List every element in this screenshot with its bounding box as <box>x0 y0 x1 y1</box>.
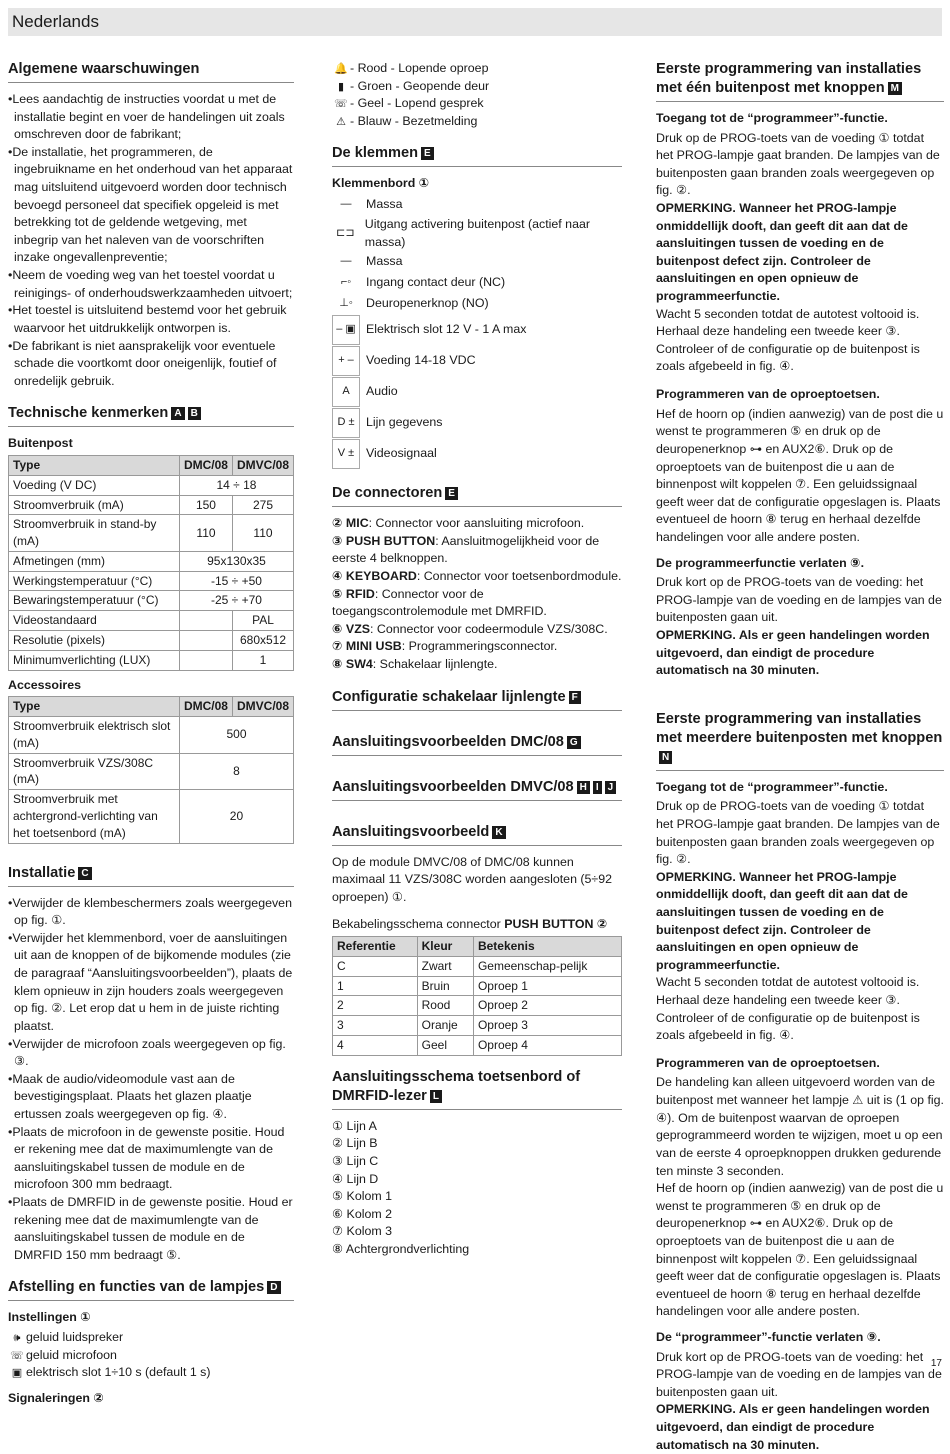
bell-icon: 🔔 <box>334 63 348 75</box>
table-row: Afmetingen (mm) 95x130x35 <box>9 551 294 571</box>
list-item: •Plaats de microfoon in de gewenste positie. Houd er rekening mee dat de maximumlengte van de aansluitingskabel tussen de module en de microfoon 300 mm bedraagt. <box>8 1124 285 1192</box>
header-title: Nederlands <box>12 12 99 31</box>
section-terminals-title: De klemmen E <box>332 144 622 167</box>
connectors-list <box>332 515 622 673</box>
list-item: ▣ elektrisch slot 1÷10 s (default 1 s) <box>8 1364 294 1382</box>
signals-list <box>332 60 622 130</box>
list-item: ⑤ RFID: Connector voor de toegangscontrolemodule met DMRFID. <box>332 586 547 619</box>
tech-table: Type DMC/08 DMVC/08 Voeding (V DC) 14 ÷ 18 Stroomverbruik (mA) 150 275 Stroomverbruik in stand-by (mA) 110 110 Afmetingen (mm) 95x130x35 Werkingstemperatuur (°C) -15 ÷ +50 Bewaringstemperatuur (°C) -25 ÷ +70 Videostandaard PAL Resolutie (pixels) 680x512 Minimumverlichting (LUX) 1 <box>8 455 294 671</box>
power-terminal-icon: + – <box>332 346 360 376</box>
figure-tag: I <box>593 781 602 794</box>
wiring-table: Referentie Kleur Betekenis C Zwart Gemeenschap-pelijk 1 Bruin Oproep 1 2 Rood Oproep 2 3 Oranje Oproep 3 4 Geel Oproep 4 <box>332 936 622 1056</box>
table-row: Resolutie (pixels) 680x512 <box>9 631 294 651</box>
page-header <box>8 8 942 36</box>
table-row: Stroomverbruik elektrisch slot (mA) 500 <box>9 717 294 754</box>
list-item: ③ PUSH BUTTON: Aansluitmogelijkheid voor de eerste 4 belknoppen. <box>332 533 600 566</box>
paragraph: Druk op de PROG-toets van de voeding ① totdat het PROG-lampje gaat branden. De lampjes van de buitenposten gaan branden zoals weergegeven op fig. ②. <box>656 799 940 867</box>
list-item: •Het toestel is uitsluitend bestemd voor het gebruik waarvoor het uitdrukkelijk ontworpen is. <box>8 303 287 335</box>
table-row: Stroomverbruik in stand-by (mA) 110 110 <box>9 515 294 552</box>
table-row: Videostandaard PAL <box>9 611 294 631</box>
list-item: ⑦ Kolom 3 <box>332 1224 393 1239</box>
list-item: ⑧ Achtergrondverlichting <box>332 1241 470 1256</box>
figure-tag: A <box>171 407 184 420</box>
figure-tag: F <box>569 691 581 704</box>
wiring-label: Bekabelingsschema connector PUSH BUTTON ② <box>332 917 608 932</box>
signals-label: Signaleringen ② <box>8 1390 104 1405</box>
table-row: Bewaringstemperatuur (°C) -25 ÷ +70 <box>9 591 294 611</box>
table-row: Stroomverbruik (mA) 150 275 <box>9 495 294 515</box>
table-row: Stroomverbruik VZS/308C (mA) 8 <box>9 753 294 790</box>
note: OPMERKING. Als er geen handelingen worden uitgevoerd, dan eindigt de procedure automatisch na 30 minuten. <box>656 1402 930 1452</box>
list-item: •De fabrikant is niet aansprakelijk voor eventuele schade die voortkomt door oneigenlijk, foutief of onredelijk gebruik. <box>8 338 277 388</box>
video-terminal-icon: V ± <box>332 439 360 469</box>
table-row: C Zwart Gemeenschap-pelijk <box>333 956 622 976</box>
list-item: A Audio <box>332 377 622 407</box>
list-item: ⑧ SW4: Schakelaar lijnlengte. <box>332 657 498 672</box>
ground-icon: — <box>340 198 352 211</box>
list-item: •Verwijder het klemmenbord, voer de aansluitingen uit aan de knoppen of de bijkomende modules (zie de paragraaf “Aansluitingsvoorbeelden”), plaats de klem opnieuw in zijn houders zoals weergegeven op fig. ②. Let erop dat u hem in de juiste richting plaatst. <box>8 930 293 1033</box>
paragraph: Wacht 5 seconden totdat de autotest voltooid is. Herhaal deze handeling een tweede keer ③. Controleer of de configuratie op de buitenpost is zoals afgebeeld in fig. ④. <box>656 975 920 1043</box>
table-row: 1 Bruin Oproep 1 <box>333 976 622 996</box>
list-item: •Plaats de DMRFID in de gewenste positie. Houd er rekening mee dat de maximumlengte van de aansluitingskabel tussen de module en de DMRFID 150 mm bedraagt ⑤. <box>8 1194 293 1262</box>
settings-label: Instellingen ① <box>8 1310 91 1325</box>
figure-tag: L <box>430 1090 442 1103</box>
list-item: ⌐◦ Ingang contact deur (NC) <box>332 273 622 293</box>
figure-tag: C <box>78 867 91 880</box>
nc-contact-icon: ⌐◦ <box>340 276 352 289</box>
list-item: ② MIC: Connector voor aansluiting microfoon. <box>332 516 585 531</box>
section-example-title: Aansluitingsvoorbeeld K <box>332 823 622 846</box>
figure-tag: J <box>605 781 617 794</box>
ground-icon: — <box>340 255 352 268</box>
speaker-icon: 🕪 <box>13 1332 21 1344</box>
access-title: Toegang tot de “programmeer”-functie. <box>656 110 888 125</box>
exit-title: De programmeerfunctie verlaten ⑨. <box>656 555 865 570</box>
table-row: Stroomverbruik met achtergrond-verlichting van het toetsenbord (mA) 20 <box>9 790 294 843</box>
list-item: •Neem de voeding weg van het toestel voordat u reinigings- of onderhoudswerkzaamheden uitvoert; <box>8 268 293 300</box>
paragraph: Hef de hoorn op (indien aanwezig) van de post die u wenst te programmeren ⑤ en druk op de deuropenerknop ⊶ en AUX2⑥. Druk op de oproeptoets van de buitenpost die u aan de binnenpost wilt koppelen ⑦. Een geluidssignaal geeft weer dat de configuratie opgeslagen is. Plaats eventueel de hoorn ⑧ terug en herhaal dezelfde handelingen voor alle andere posten. <box>656 406 944 544</box>
figure-tag: M <box>888 82 902 95</box>
table-row: 2 Rood Oproep 2 <box>333 996 622 1016</box>
list-item: •Maak de audio/videomodule vast aan de bevestigingsplaat. Plaats het glazen plaatje ertussen zoals weergegeven op fig. ④. <box>8 1071 252 1121</box>
table-row: Minimumverlichting (LUX) 1 <box>9 650 294 670</box>
figure-tag: G <box>567 736 581 749</box>
list-item: – ▣ Elektrisch slot 12 V - 1 A max <box>332 315 622 345</box>
list-item: D ± Lijn gegevens <box>332 408 622 438</box>
figure-tag: D <box>267 1281 280 1294</box>
table-row: Werkingstemperatuur (°C) -15 ÷ +50 <box>9 571 294 591</box>
list-item: ☏ - Geel - Lopend gesprek <box>332 95 622 113</box>
note: OPMERKING. Wanneer het PROG-lampje onmiddellijk dooft, dan geeft dit aan dat de aansluitingen tussen de voeding en de buitenpost defect zijn. Controleer de aansluitingen en open opnieuw de programmeerfunctie. <box>656 200 908 304</box>
section-keyboard-title: Aansluitingsschema toetsenbord of DMRFID-lezer L <box>332 1068 622 1110</box>
list-item: ⑦ MINI USB: Programmeringsconnector. <box>332 639 558 654</box>
column-1 <box>8 60 294 1409</box>
list-item: ④ Lijn D <box>332 1171 379 1186</box>
terminal-board-label: Klemmenbord ① <box>332 176 430 191</box>
column-3 <box>656 60 944 1454</box>
list-item: ⑥ Kolom 2 <box>332 1206 393 1221</box>
paragraph: Druk kort op de PROG-toets van de voeding: het PROG-lampje van de voeding en de lampjes van de buitenposten gaan uit. <box>656 1349 942 1399</box>
list-item: ⑥ VZS: Connector voor codeermodule VZS/308C. <box>332 621 608 636</box>
paragraph: Druk op de PROG-toets van de voeding ① totdat het PROG-lampje gaat branden. De lampjes van de buitenposten gaan branden zoals weergegeven op fig. ②. <box>656 130 940 198</box>
list-item: •De installatie, het programmeren, de ingebruikname en het onderhoud van het apparaat mag uitsluitend uitgevoerd worden door technisch bevoegd personeel dat specifiek opgeleid is met betrekking tot de geldende wetgeving, met inbegrip van het naleven van de voorschriften inzake ongevallenpreventie; <box>8 144 293 265</box>
note: OPMERKING. Als er geen handelingen worden uitgevoerd, dan eindigt de procedure automatisch na 30 minuten. <box>656 628 930 678</box>
list-item: ① Lijn A <box>332 1118 377 1133</box>
section-example-dmc-title: Aansluitingsvoorbeelden DMC/08 G <box>332 733 622 756</box>
no-button-icon: ⊥◦ <box>339 297 353 310</box>
accessories-label: Accessoires <box>8 677 82 692</box>
list-item: + – Voeding 14-18 VDC <box>332 346 622 376</box>
list-item: •Verwijder de klembeschermers zoals weergegeven op fig. ①. <box>8 895 292 928</box>
section-config-title: Configuratie schakelaar lijnlengte F <box>332 688 622 711</box>
figure-tag: E <box>445 487 458 500</box>
section-tech-title: Technische kenmerken A B <box>8 404 294 427</box>
figure-tag: K <box>492 826 505 839</box>
section-single-post-title: Eerste programmering van installaties met één buitenpost met knoppen M <box>656 60 944 102</box>
section-multi-post-title: Eerste programmering van installaties met meerdere buitenposten met knoppenN <box>656 710 944 771</box>
section-warnings-title: Algemene waarschuwingen <box>8 60 294 83</box>
program-title: Programmeren van de oproeptoetsen. <box>656 387 880 402</box>
paragraph: Wacht 5 seconden totdat de autotest voltooid is. Herhaal deze handeling een tweede keer ③. Controleer of de configuratie op de buitenpost is zoals afgebeeld in fig. ④. <box>656 306 920 374</box>
exit-title: De “programmeer”-functie verlaten ⑨. <box>656 1330 881 1345</box>
section-example-dmvc-title: Aansluitingsvoorbeelden DMVC/08 H I J <box>332 778 622 801</box>
section-connectors-title: De connectoren E <box>332 484 622 507</box>
door-icon: ▮ <box>337 80 345 93</box>
data-terminal-icon: D ± <box>332 408 360 438</box>
list-item: ⊏⊐ Uitgang activering buitenpost (actief naar massa) <box>332 216 622 251</box>
output-icon: ⊏⊐ <box>336 226 355 239</box>
list-item: ⑤ Kolom 1 <box>332 1189 393 1204</box>
outpost-label: Buitenpost <box>8 436 73 451</box>
busy-icon: ⚠ <box>336 115 346 128</box>
figure-tag: B <box>188 407 201 420</box>
list-item: 🔔 - Rood - Lopende oproep <box>332 60 622 78</box>
example-text: Op de module DMVC/08 of DMC/08 kunnen maximaal 11 VZS/308C worden aangesloten (5÷92 oproepen) ①. <box>332 854 613 904</box>
talk-icon: ☏ <box>334 98 348 111</box>
audio-terminal-icon: A <box>332 377 360 407</box>
list-item: 🕪 geluid luidspreker <box>8 1329 294 1347</box>
install-list <box>8 895 294 1265</box>
paragraph: De handeling kan alleen uitgevoerd worden van de buitenpost met wanneer het lampje ⚠ uit is (1 op fig. ④). Om de buitenpost waarvan de oproepen geprogrammeerd worden te wijzigen, moet u op een van de eerste 4 oproepknoppen drukken gedurende ten minste 3 seconden. <box>656 1075 944 1178</box>
warnings-list <box>8 91 294 390</box>
figure-tag: E <box>421 147 434 160</box>
paragraph: Hef de hoorn op (indien aanwezig) van de post die u wenst te programmeren ⑤ en druk op de deuropenerknop ⊶ en AUX2⑥. Druk op de oproeptoets van de buitenpost die u aan de binnenpost wilt koppelen ⑦. Een geluidssignaal geeft weer dat de configuratie opgeslagen is. Plaats eventueel de hoorn ⑧ terug en herhaal dezelfde handelingen voor alle andere posten. <box>656 1181 944 1319</box>
page-number: 17 <box>930 1357 942 1369</box>
keyboard-list <box>332 1118 622 1259</box>
list-item: ▮ - Groen - Geopende deur <box>332 78 622 96</box>
section-lamps-title: Afstelling en functies van de lampjes D <box>8 1278 294 1301</box>
paragraph: Druk kort op de PROG-toets van de voeding: het PROG-lampje van de voeding en de lampjes van de buitenposten gaan uit. <box>656 575 942 625</box>
list-item: ☏ geluid microfoon <box>8 1347 294 1365</box>
list-item: ⚠ - Blauw - Bezetmelding <box>332 113 622 131</box>
list-item: — Massa <box>332 252 622 272</box>
list-item: •Lees aandachtig de instructies voordat u met de installatie begint en voer de handelingen uit zoals omschreven door de fabrikant; <box>8 91 285 142</box>
note: OPMERKING. Wanneer het PROG-lampje onmiddellijk dooft, dan geeft dit aan dat de aansluitingen tussen de voeding en de buitenpost defect zijn. Controleer de aansluitingen en open opnieuw de programmeerfunctie. <box>656 869 908 972</box>
lock-icon: ▣ <box>11 1367 23 1380</box>
table-row: 4 Geel Oproep 4 <box>333 1035 622 1055</box>
column-2 <box>332 60 622 1259</box>
section-install-title: Installatie C <box>8 864 294 887</box>
list-item: — Massa <box>332 195 622 215</box>
lock-terminal-icon: – ▣ <box>332 315 360 345</box>
list-item: ④ KEYBOARD: Connector voor toetsenbordmodule. <box>332 569 622 584</box>
microphone-icon: ☏ <box>10 1349 24 1362</box>
list-item: •Verwijder de microfoon zoals weergegeven op fig. ③. <box>8 1036 286 1069</box>
table-row: 3 Oranje Oproep 3 <box>333 1016 622 1036</box>
list-item: ③ Lijn C <box>332 1153 379 1168</box>
figure-tag: N <box>659 751 672 764</box>
list-item: ⊥◦ Deuropenerknop (NO) <box>332 294 622 314</box>
table-row: Voeding (V DC) 14 ÷ 18 <box>9 475 294 495</box>
access-title: Toegang tot de “programmeer”-functie. <box>656 779 888 794</box>
accessories-table: Type DMC/08 DMVC/08 Stroomverbruik elektrisch slot (mA) 500 Stroomverbruik VZS/308C (mA) 8 Stroomverbruik met achtergrond-verlichting van het toetsenbord (mA) 20 <box>8 696 294 843</box>
program-title: Programmeren van de oproeptoetsen. <box>656 1055 880 1070</box>
figure-tag: H <box>577 781 590 794</box>
list-item: ② Lijn B <box>332 1136 378 1151</box>
list-item: V ± Videosignaal <box>332 439 622 469</box>
